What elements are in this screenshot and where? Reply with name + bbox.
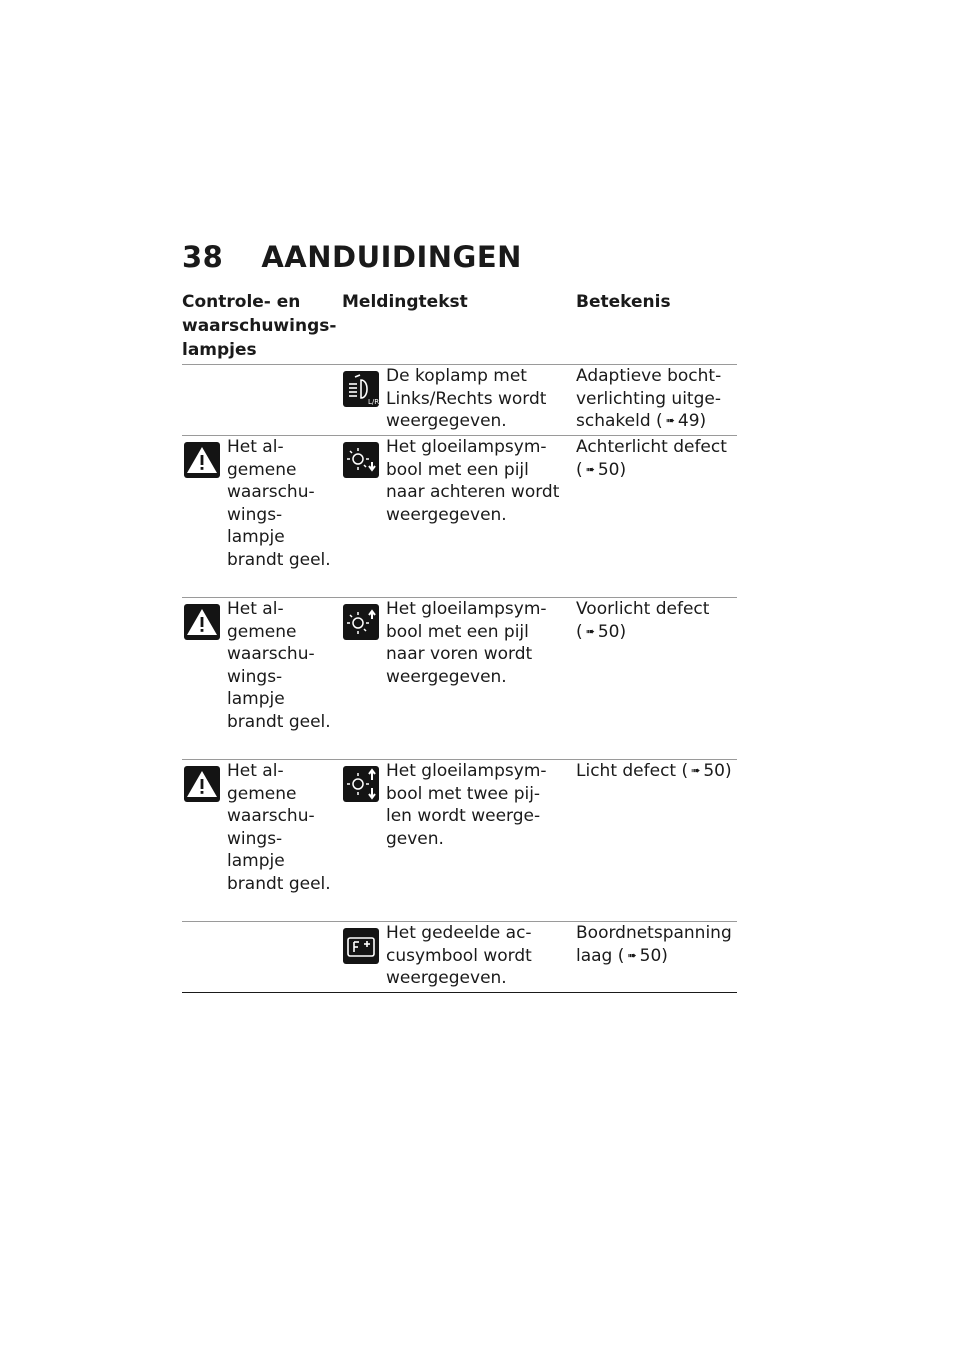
warning-text: Het al-gemene waarschu-wings-lampje brandt geel.: [227, 437, 331, 570]
page-ref-arrow: ➠: [665, 414, 675, 427]
column-header-lamps: Controle- en waarschuwings-lampjes: [182, 292, 337, 360]
message-text: Het gloeilampsym-bool met twee pij-len wordt weerge-geven.: [386, 761, 547, 849]
page-ref[interactable]: 50): [639, 945, 668, 966]
page-ref[interactable]: 50): [597, 459, 627, 480]
page-number: 38: [182, 240, 224, 274]
meaning-text: Voorlicht defect ( ➠ 50): [576, 599, 710, 642]
message-text: Het gloeilampsym-bool met een pijl naar achteren wordt weergegeven.: [386, 437, 560, 525]
meaning-text: Achterlicht defect ( ➠ 50): [576, 437, 727, 480]
adaptive-headlight-icon: [343, 371, 379, 407]
page-ref-arrow: ➠: [585, 462, 595, 476]
page-ref-arrow: ➠: [585, 624, 595, 638]
page-header: [182, 240, 522, 274]
indicator-table: [182, 290, 737, 993]
page-ref[interactable]: 50): [597, 621, 627, 642]
warning-triangle-icon: [184, 604, 220, 640]
bulb-arrow-up-icon: [343, 604, 379, 640]
message-text: Het gloeilampsym-bool met een pijl naar voren wordt weergegeven.: [386, 599, 547, 687]
meaning-text: Licht defect ( ➠ 50): [576, 761, 732, 781]
table-row: [182, 597, 737, 759]
warning-text: Het al-gemene waarschu-wings-lampje brandt geel.: [227, 599, 331, 732]
table-header: [182, 290, 737, 364]
bulb-arrow-down-icon: [343, 442, 379, 478]
warning-triangle-icon: [184, 442, 220, 478]
table-row: [182, 921, 737, 993]
message-text: Het gedeelde ac-cusymbool wordt weergegeven.: [386, 923, 532, 988]
column-header-message: Meldingtekst: [342, 292, 468, 312]
warning-triangle-icon: [184, 766, 220, 802]
page-ref[interactable]: 49): [677, 411, 707, 431]
page-ref[interactable]: 50): [703, 761, 732, 781]
page-ref-arrow: ➠: [627, 948, 637, 962]
warning-text: Het al-gemene waarschu-wings-lampje brandt geel.: [227, 761, 331, 894]
table-row: [182, 435, 737, 597]
battery-icon: [343, 928, 379, 964]
bulb-two-arrows-icon: [343, 766, 379, 802]
page-ref-arrow: ➠: [691, 764, 701, 777]
meaning-text: Adaptieve bocht-verlichting uitge-schakeld ( ➠ 49): [576, 366, 722, 431]
table-row: [182, 364, 737, 435]
message-text: De koplamp met Links/Rechts wordt weergegeven.: [386, 366, 547, 431]
meaning-text: Boordnetspanning laag ( ➠ 50): [576, 923, 732, 966]
section-title: AANDUIDINGEN: [261, 240, 522, 274]
svg-text:L/R: L/R: [368, 398, 379, 406]
table-row: [182, 759, 737, 921]
column-header-meaning: Betekenis: [576, 292, 671, 312]
